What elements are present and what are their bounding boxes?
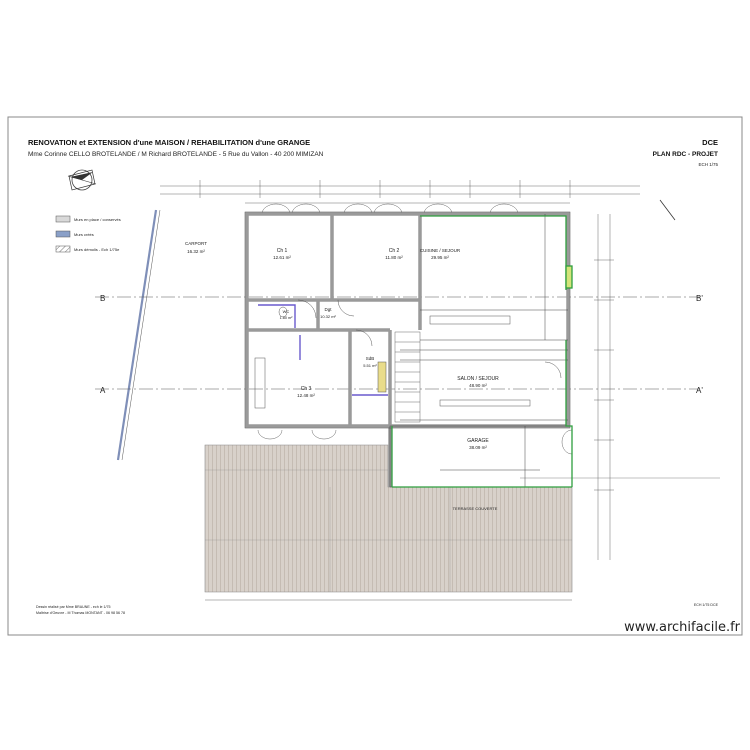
label-ch2: Ch 2 xyxy=(388,248,400,254)
label-garage: GARAGE xyxy=(467,438,489,444)
sheet-scale: ECH 1/75 xyxy=(698,162,718,167)
project-title: RENOVATION et EXTENSION d'une MAISON / REHABILITATION d'une GRANGE xyxy=(28,138,311,147)
sheet-code: DCE xyxy=(702,138,718,147)
area-wc: 1.80 m² xyxy=(279,316,293,320)
footer-note-2: Maîtrise d'Oeuvre - M Thomas MONTANT - 06 98 56 78 xyxy=(36,611,125,615)
area-ch1: 12.61 m² xyxy=(273,255,291,260)
area-carport: 16.32 m² xyxy=(187,249,205,254)
footer-right: ECH 1/75 DCE xyxy=(693,603,718,607)
legend-swatch-demolished xyxy=(56,246,70,252)
label-salon: SALON / SEJOUR xyxy=(457,376,499,382)
label-carport: CARPORT xyxy=(185,241,207,246)
label-terrasse: TERRASSE COUVERTE xyxy=(452,506,498,511)
area-ch2: 11.80 m² xyxy=(385,255,403,260)
area-ch3: 12.48 m² xyxy=(297,393,315,398)
area-dgt: 10.32 m² xyxy=(320,314,336,319)
watermark: www.archifacile.fr xyxy=(624,620,740,635)
axis-b-left: B xyxy=(100,294,106,303)
axis-b-right: B' xyxy=(696,294,703,303)
legend-swatch-existing xyxy=(56,216,70,222)
area-salon: 48.90 m² xyxy=(469,383,487,388)
area-garage: 38.09 m² xyxy=(469,445,487,450)
footer-note-1: Dessin réalisé par Mme BRAUNE - ech le 1/75 xyxy=(36,605,111,609)
legend-label-created: Murs créés xyxy=(74,232,94,237)
label-cuisine: CUISINE / SEJOUR xyxy=(419,248,461,253)
legend-label-demolished: Murs démolis - Ech 1/75e xyxy=(74,247,120,252)
legend-label-existing: Murs en place / conservés xyxy=(74,217,121,222)
axis-a-left: A xyxy=(100,386,106,395)
label-ch1: Ch 1 xyxy=(276,248,288,254)
axis-a-right: A' xyxy=(696,386,703,395)
area-sdb: 5.51 m² xyxy=(363,363,377,368)
area-cuisine: 29.95 m² xyxy=(431,255,449,260)
label-dgt: Dgt xyxy=(324,307,332,312)
label-ch3: Ch 3 xyxy=(300,386,312,392)
sheet-name: PLAN RDC - PROJET xyxy=(652,151,718,158)
legend-swatch-created xyxy=(56,231,70,237)
label-sdb: SdB xyxy=(365,356,375,361)
client-line: Mme Corinne CELLO BROTELANDE / M Richard BROTELANDE - 5 Rue du Vallon - 40 200 MIMIZAN xyxy=(28,151,324,158)
label-wc: WC xyxy=(282,309,290,314)
